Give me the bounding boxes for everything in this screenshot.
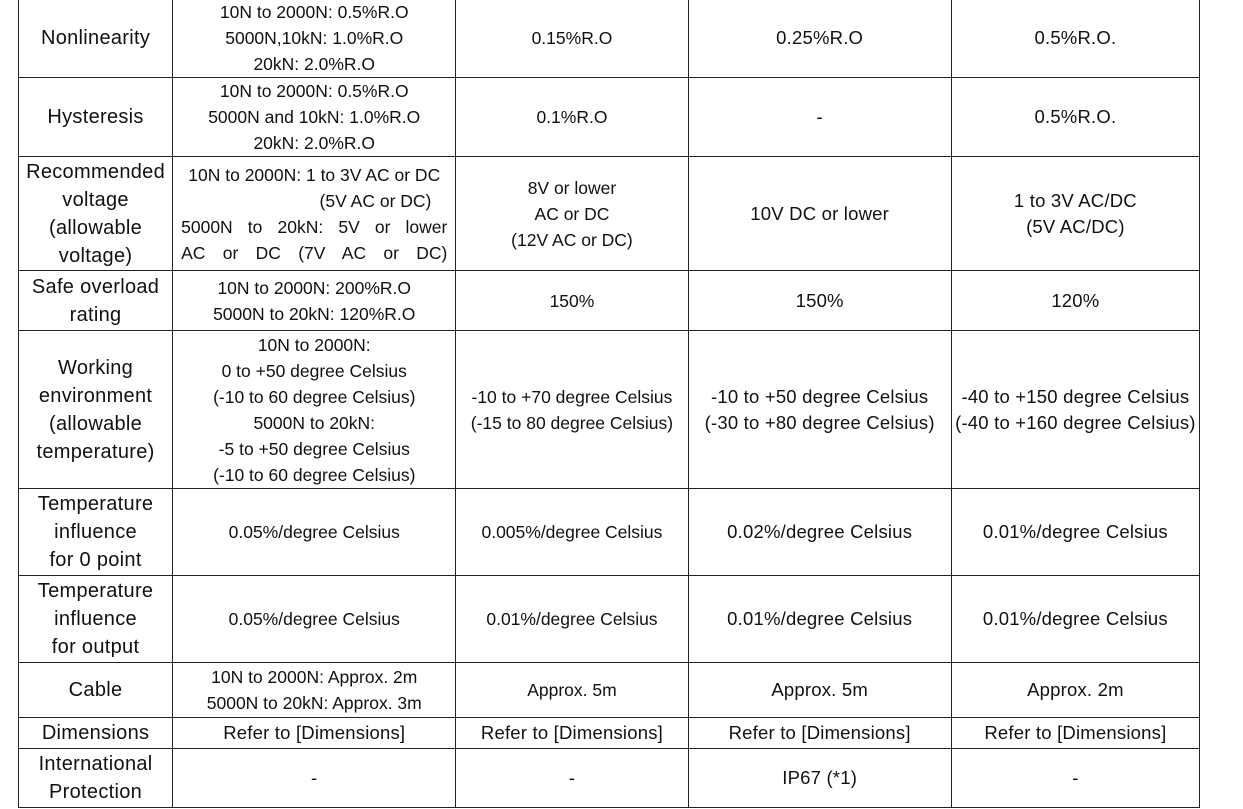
row-label: International Protection <box>19 749 173 808</box>
spec-cell: - <box>951 749 1199 808</box>
spec-cell: 150% <box>688 271 951 331</box>
spec-cell: Approx. 2m <box>951 663 1199 718</box>
spec-cell: 0.5%R.O. <box>951 78 1199 157</box>
spec-cell: 10N to 2000N: 0.5%R.O 5000N,10kN: 1.0%R.O 20kN: 2.0%R.O <box>173 0 456 78</box>
row-label: Safe overload rating <box>19 271 173 331</box>
spec-cell: - <box>456 749 688 808</box>
spec-cell: - <box>688 78 951 157</box>
spec-cell: 0.02%/degree Celsius <box>688 489 951 576</box>
spec-cell: 0.1%R.O <box>456 78 688 157</box>
spec-cell: 0.15%R.O <box>456 0 688 78</box>
spec-cell: -10 to +70 degree Celsius (-15 to 80 degree Celsius) <box>456 331 688 489</box>
spec-cell: Refer to [Dimensions] <box>951 718 1199 749</box>
spec-cell: Approx. 5m <box>688 663 951 718</box>
spec-cell: 0.05%/degree Celsius <box>173 576 456 663</box>
spec-cell: 10V DC or lower <box>688 157 951 271</box>
spec-cell: 10N to 2000N: 0.5%R.O 5000N and 10kN: 1.0%R.O 20kN: 2.0%R.O <box>173 78 456 157</box>
spec-cell: 10N to 2000N: 1 to 3V AC or DC (5V AC or DC) 5000N to 20kN: 5V or lower AC or DC (7V AC or DC) <box>173 157 456 271</box>
spec-cell: 0.05%/degree Celsius <box>173 489 456 576</box>
row-working-environment <box>19 331 1200 489</box>
spec-cell: Refer to [Dimensions] <box>688 718 951 749</box>
row-label: Cable <box>19 663 173 718</box>
row-label: Working environment (allowable temperature) <box>19 331 173 489</box>
row-hysteresis <box>19 78 1200 157</box>
spec-cell: 0.01%/degree Celsius <box>951 489 1199 576</box>
spec-cell: 0.01%/degree Celsius <box>688 576 951 663</box>
spec-cell: - <box>173 749 456 808</box>
spec-cell: 0.005%/degree Celsius <box>456 489 688 576</box>
row-international-protection <box>19 749 1200 808</box>
spec-cell: 10N to 2000N: 0 to +50 degree Celsius (-10 to 60 degree Celsius) 5000N to 20kN: -5 to +50 degree Celsius (-10 to 60 degree Celsius) <box>173 331 456 489</box>
spec-cell: 0.25%R.O <box>688 0 951 78</box>
spec-cell: 1 to 3V AC/DC (5V AC/DC) <box>951 157 1199 271</box>
row-temperature-influence-output <box>19 576 1200 663</box>
spec-cell: Refer to [Dimensions] <box>173 718 456 749</box>
row-safe-overload-rating <box>19 271 1200 331</box>
spec-cell: IP67 (*1) <box>688 749 951 808</box>
spec-cell: 150% <box>456 271 688 331</box>
spec-cell: 0.01%/degree Celsius <box>951 576 1199 663</box>
row-label: Hysteresis <box>19 78 173 157</box>
spec-cell: Approx. 5m <box>456 663 688 718</box>
spec-cell: Refer to [Dimensions] <box>456 718 688 749</box>
row-label: Recommended voltage (allowable voltage) <box>19 157 173 271</box>
spec-cell: 120% <box>951 271 1199 331</box>
spec-cell: 10N to 2000N: 200%R.O 5000N to 20kN: 120%R.O <box>173 271 456 331</box>
spec-cell: 0.5%R.O. <box>951 0 1199 78</box>
spec-cell: 10N to 2000N: Approx. 2m 5000N to 20kN: Approx. 3m <box>173 663 456 718</box>
row-label: Dimensions <box>19 718 173 749</box>
row-cable <box>19 663 1200 718</box>
row-temperature-influence-zero-point <box>19 489 1200 576</box>
row-dimensions <box>19 718 1200 749</box>
spec-cell: -10 to +50 degree Celsius (-30 to +80 degree Celsius) <box>688 331 951 489</box>
row-recommended-voltage <box>19 157 1200 271</box>
row-nonlinearity <box>19 0 1200 78</box>
row-label: Temperature influence for 0 point <box>19 489 173 576</box>
row-label: Temperature influence for output <box>19 576 173 663</box>
row-label: Nonlinearity <box>19 0 173 78</box>
spec-cell: 0.01%/degree Celsius <box>456 576 688 663</box>
specification-table <box>18 0 1200 808</box>
spec-cell: 8V or lower AC or DC (12V AC or DC) <box>456 157 688 271</box>
spec-cell: -40 to +150 degree Celsius (-40 to +160 degree Celsius) <box>951 331 1199 489</box>
